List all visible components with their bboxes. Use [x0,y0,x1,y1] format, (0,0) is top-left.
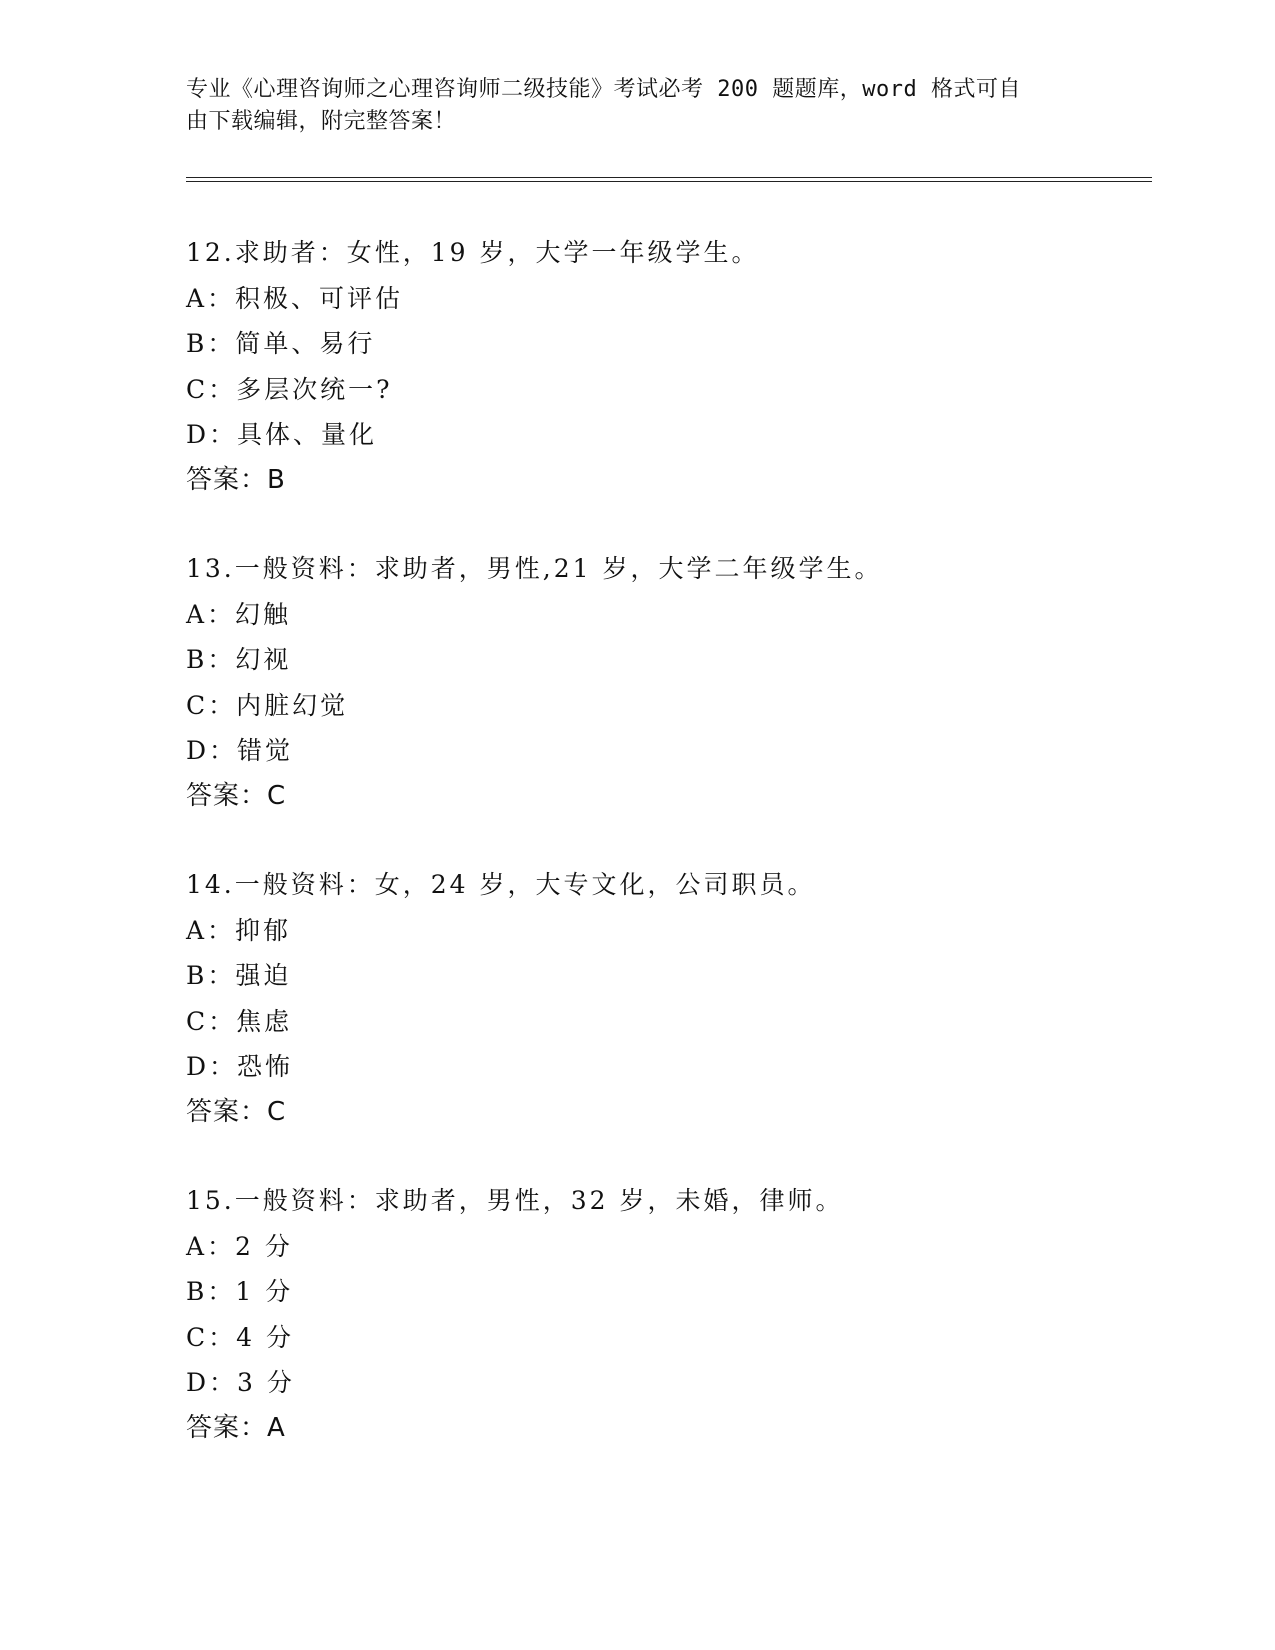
document-header [186,74,1066,138]
answer-label: 答案：A [186,1412,286,1443]
header-divider-top [186,177,1152,178]
option-a: A：幻触 [186,599,292,629]
header-line-1: 专业《心理咨询师之心理咨询师二级技能》考试必考 200 题题库，word 格式可自 [186,77,1021,102]
option-b: B：1 分 [186,1277,294,1306]
question-stem: 14.一般资料：女，24 岁，大专文化，公司职员。 [186,870,816,899]
option-c: C：多层次统一? [186,374,393,404]
option-d: D：恐怖 [186,1052,294,1081]
question-14 [186,862,1146,1135]
question-stem: 12.求助者：女性，19 岁，大学一年级学生。 [186,238,760,267]
answer-label: 答案：C [186,780,287,811]
option-d: D：3 分 [186,1368,295,1397]
option-a: A：积极、可评估 [186,283,404,313]
header-line-2: 由下载编辑，附完整答案！ [186,109,457,134]
option-b: B：幻视 [186,645,292,674]
option-b: B：强迫 [186,961,292,990]
header-divider-bottom [186,181,1152,182]
option-d: D：具体、量化 [186,420,378,449]
question-13 [186,546,1146,819]
question-stem: 15.一般资料：求助者，男性，32 岁，未婚，律师。 [186,1186,844,1215]
question-stem: 13.一般资料：求助者，男性,21 岁，大学二年级学生。 [186,554,883,583]
answer-label: 答案：B [186,464,286,495]
option-c: C：焦虑 [186,1006,293,1036]
option-c: C：4 分 [186,1322,294,1352]
answer-label: 答案：C [186,1096,287,1127]
question-12 [186,230,1146,503]
option-a: A：抑郁 [186,915,292,945]
option-d: D：错觉 [186,736,294,765]
question-15 [186,1178,1146,1451]
option-a: A：2 分 [186,1231,293,1261]
option-b: B：简单、易行 [186,329,376,358]
option-c: C：内脏幻觉 [186,690,349,720]
